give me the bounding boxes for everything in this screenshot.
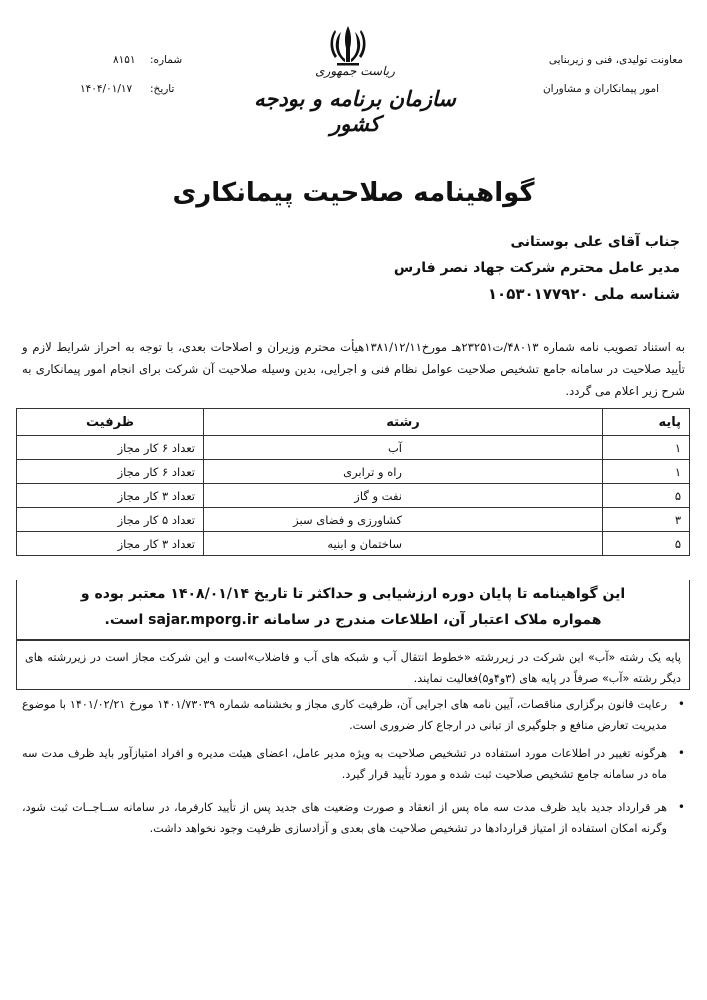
validity-line-1: این گواهینامه تا پایان دوره ارزشیابی و حداکثر تا تاریخ ۱۴۰۸/۰۱/۱۴ معتبر بوده و (80, 586, 626, 602)
org-name: سازمان برنامه و بودجه کشور (254, 86, 456, 136)
rule-text: هرگونه تغییر در اطلاعات مورد استفاده در تشخیص صلاحیت به ویژه مدیر عامل، اعضای هیئت مدیره و افراد امتیازآور باید ظرف مدت سه ماه در سامانه جامع تشخیص صلاحیت ثبت شده و مورد تأیید قرار گیرد. (22, 747, 667, 781)
number-label: شماره: (150, 54, 183, 66)
table-row (17, 532, 690, 556)
cell-field: آب (204, 436, 603, 460)
water-base-note: پایه یک رشته «آب» این شرکت در زیررشته «خطوط انتقال آب و شبکه های آب و فاضلاب»است و این شرکت مجاز است در زیررشته های دیگر رشته «آب» صرفاً در پایه های (۳و۴و۵)فعالیت نمایند. (16, 640, 690, 690)
intro-paragraph: به استناد تصویب نامه شماره ۴۸۰۱۳/ت۲۳۲۵۱هـ مورخ۱۳۸۱/۱۲/۱۱هیأت محترم وزیران و اصلاحات بعدی، با توجه به احراز شرایط لازم و تأیید صلاحیت در سامانه جامع تشخیص صلاحیت عوامل نظام فنی و اجرایی، بدین وسیله صلاحیت آن شرکت برای انجام امور پیمانکاری به شرح زیر اعلام می گردد. (22, 340, 686, 398)
cell-capacity: تعداد ۵ کار مجاز (17, 508, 204, 532)
cell-field: نفت و گاز (204, 484, 603, 508)
rule-item (22, 694, 685, 736)
cell-capacity: تعداد ۳ کار مجاز (17, 484, 204, 508)
national-id: شناسه ملی ۱۰۵۳۰۱۷۷۹۲۰ (487, 285, 680, 303)
bullet-icon: • (677, 697, 685, 711)
certificate-title: گواهینامه صلاحیت پیمانکاری (172, 178, 535, 208)
cell-field: راه و ترابری (204, 460, 603, 484)
cell-capacity: تعداد ۶ کار مجاز (17, 460, 204, 484)
header-field: رشته (204, 409, 603, 436)
table-row (17, 484, 690, 508)
bullet-icon: • (677, 746, 685, 760)
cell-base: ۵ (603, 484, 690, 508)
rule-text: رعایت قانون برگزاری مناقصات، آیین نامه های اجرایی آن، ظرفیت کاری مجاز و بخشنامه شماره ۱۴۰۱/۷۳۰۳۹ مورخ ۱۴۰۱/۰۲/۲۱ با موضوع مدیریت تعارض منافع و جلوگیری از تبانی در ارجاع کار ضروری است. (22, 698, 667, 732)
qualification-table (16, 408, 690, 556)
rule-item (22, 743, 685, 785)
cell-base: ۵ (603, 532, 690, 556)
cell-base: ۱ (603, 460, 690, 484)
cell-capacity: تعداد ۳ کار مجاز (17, 532, 204, 556)
department-line-1: معاونت تولیدی، فنی و زیربنایی (548, 54, 683, 66)
cell-field: کشاورزی و فضای سبز (204, 508, 603, 532)
cell-base: ۳ (603, 508, 690, 532)
header-base: پایه (603, 409, 690, 436)
table-row (17, 436, 690, 460)
date-value: ۱۴۰۴/۰۱/۱۷ (80, 83, 133, 95)
bullet-icon: • (677, 800, 685, 814)
cell-capacity: تعداد ۶ کار مجاز (17, 436, 204, 460)
addressee-name: جناب آقای علی بوستانی (510, 234, 680, 250)
department-line-2: امور پیمانکاران و مشاوران (542, 83, 659, 95)
table-row (17, 460, 690, 484)
org-presidency-label: ریاست جمهوری (315, 64, 395, 78)
cell-field: ساختمان و ابنیه (204, 532, 603, 556)
table-header-row (17, 409, 690, 436)
rule-item (22, 797, 685, 839)
cell-base: ۱ (603, 436, 690, 460)
iran-emblem-icon (323, 22, 373, 68)
table-row (17, 508, 690, 532)
addressee-position: مدیر عامل محترم شرکت جهاد نصر فارس (393, 260, 680, 276)
date-label: تاریخ: (150, 83, 175, 95)
validity-line-2: همواره ملاک اعتبار آن، اطلاعات مندرج در سامانه sajar.mporg.ir است. (104, 612, 602, 628)
rule-text: هر قرارداد جدید باید ظرف مدت سه ماه پس از انعقاد و صورت وضعیت های جدید پس از تأیید کارفرما، در سامانه ســاجــات ثبت شود، وگرنه امکان استفاده از امتیاز قراردادها در تشخیص صلاحیت های بعدی و آزادسازی ظرفیت وجود نخواهد داشت. (22, 801, 667, 835)
number-value: ۸۱۵۱ (113, 54, 136, 66)
header-capacity: ظرفیت (17, 409, 204, 436)
